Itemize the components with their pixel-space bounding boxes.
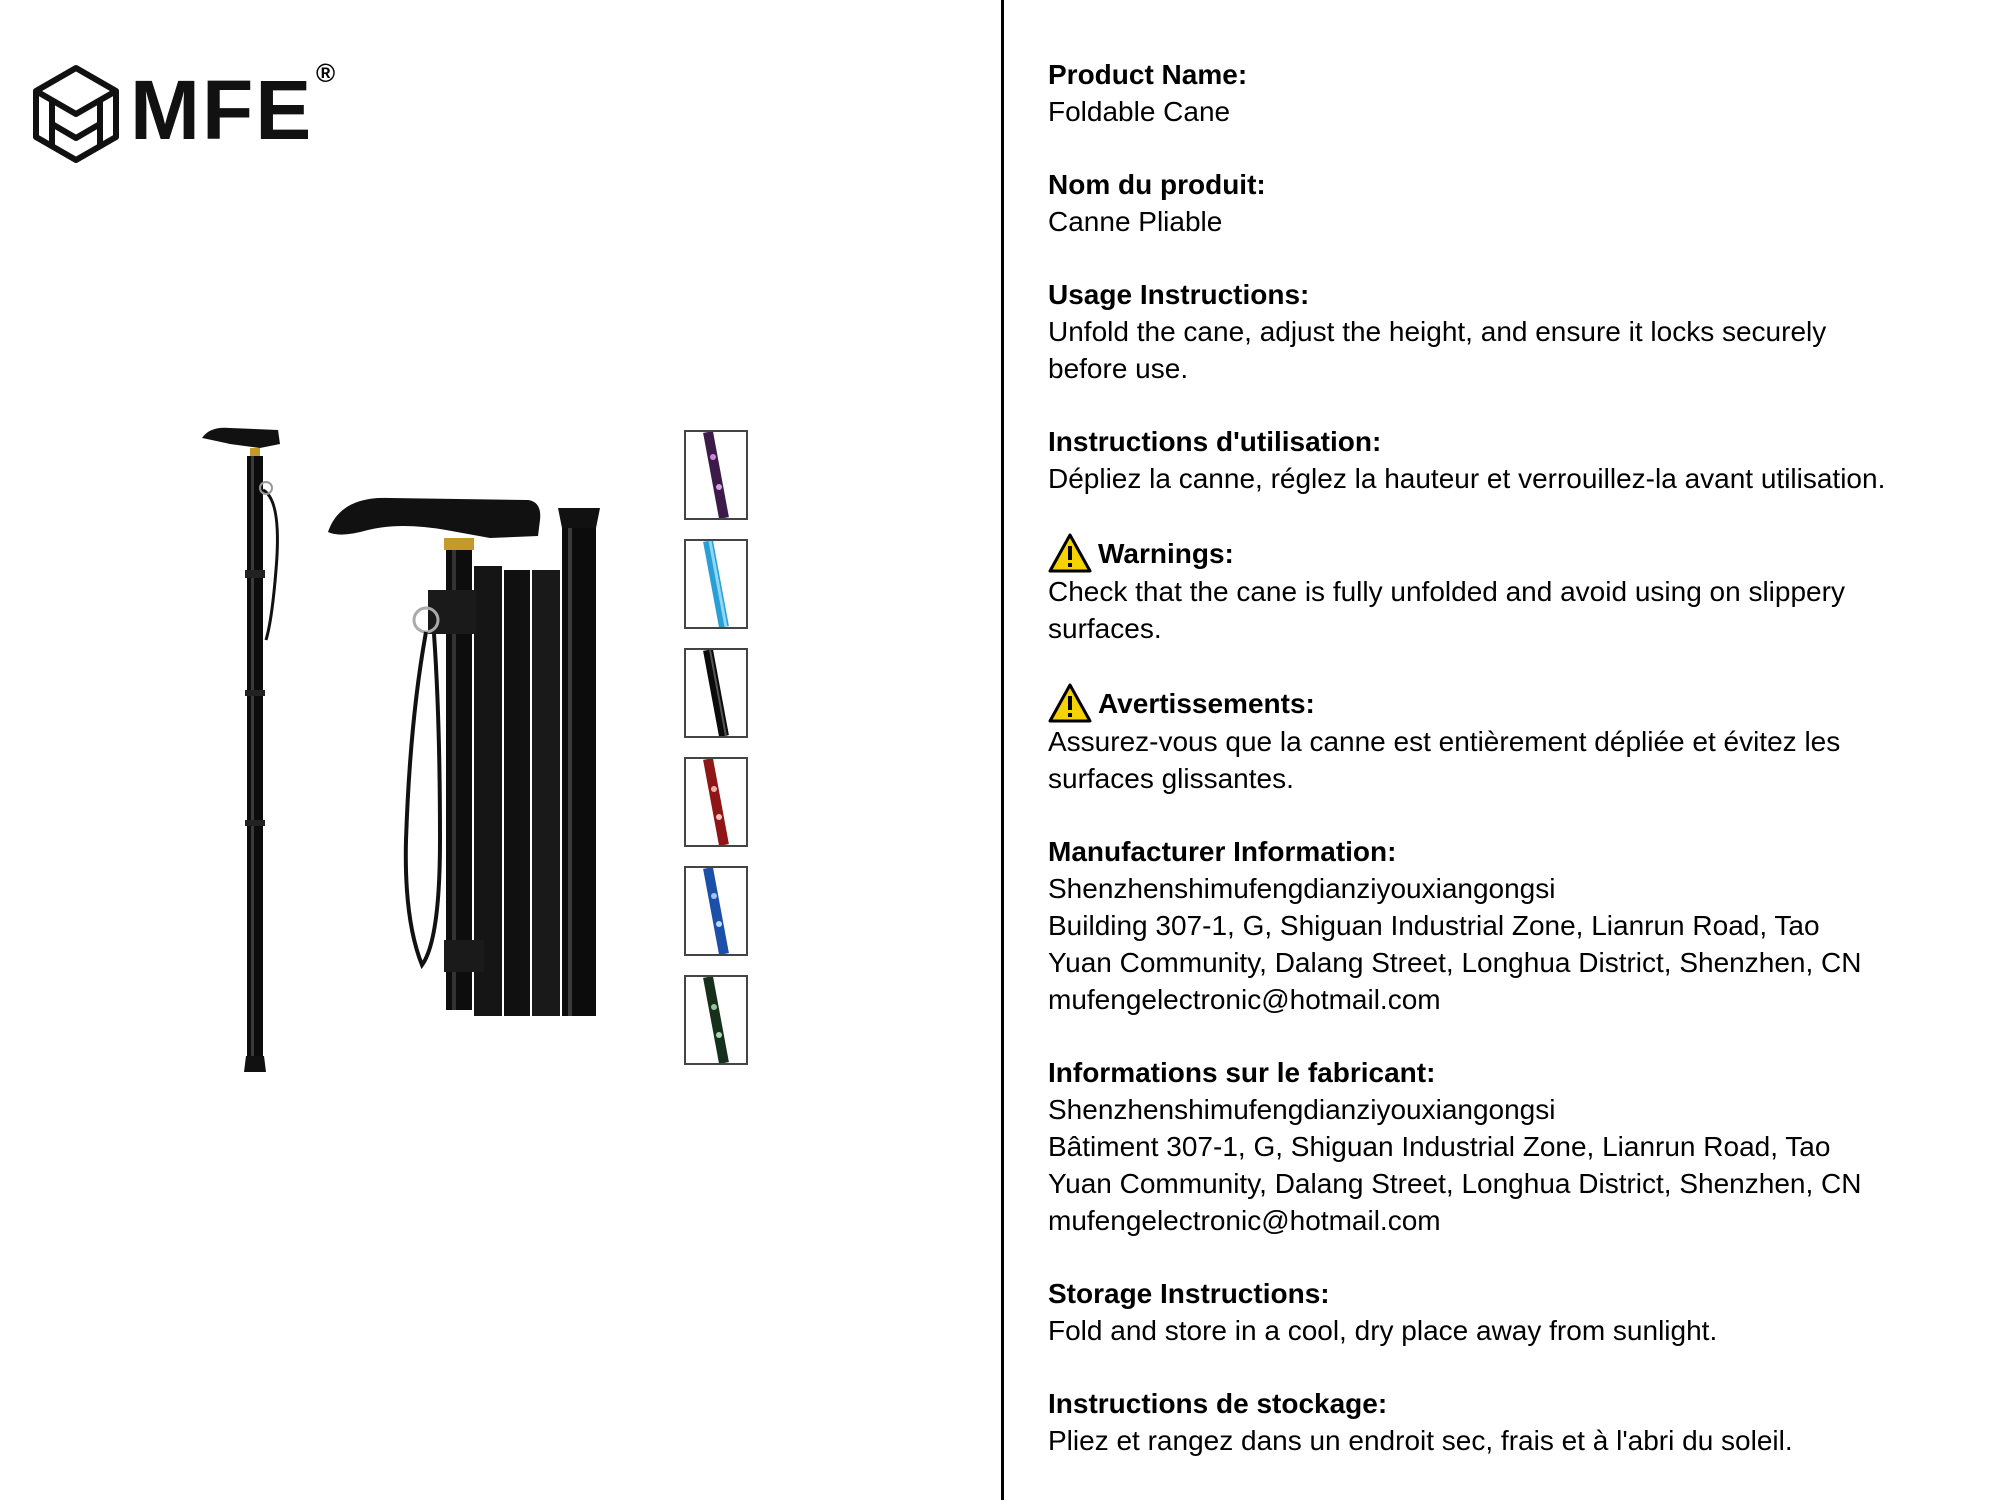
warning-icon <box>1048 533 1092 573</box>
section-text-line: Building 307-1, G, Shiguan Industrial Zone, Lianrun Road, Tao <box>1048 910 1820 941</box>
section-heading-text: Warnings: <box>1098 537 1234 569</box>
warning-icon <box>1048 683 1092 723</box>
color-swatch-purple-floral <box>684 430 748 520</box>
section-text-line: mufengelectronic@hotmail.com <box>1048 1205 1441 1236</box>
section-text-line: surfaces. <box>1048 613 1162 644</box>
section-nom-du-produit <box>1048 166 1988 240</box>
section-heading <box>1048 276 1988 313</box>
section-text-line: Foldable Cane <box>1048 96 1231 127</box>
section-text-line: Unfold the cane, adjust the height, and ensure it locks securely <box>1048 316 1827 347</box>
section-heading-text: Usage Instructions: <box>1048 279 1310 310</box>
section-heading-text: Instructions de stockage: <box>1048 1388 1388 1419</box>
section-heading <box>1048 1275 1988 1312</box>
section-heading <box>1048 683 1988 723</box>
section-product-name <box>1048 56 1988 130</box>
folded-cane <box>328 498 600 1016</box>
section-heading-text: Nom du produit: <box>1048 169 1266 200</box>
section-heading <box>1048 56 1988 93</box>
center-divider <box>1001 0 1004 1500</box>
section-warnings <box>1048 533 1988 647</box>
color-swatch-red-floral <box>684 757 748 847</box>
section-text-line: Fold and store in a cool, dry place away from sunlight. <box>1048 1315 1718 1346</box>
section-storage-instructions <box>1048 1275 1988 1349</box>
section-usage-instructions <box>1048 276 1988 387</box>
section-text-line: Shenzhenshimufengdianziyouxiangongsi <box>1048 873 1556 904</box>
section-text-line: Dépliez la canne, réglez la hauteur et verrouillez-la avant utilisation. <box>1048 463 1886 494</box>
section-text-line: before use. <box>1048 353 1189 384</box>
section-heading-text: Product Name: <box>1048 59 1248 90</box>
brand-name: MFE <box>130 63 314 157</box>
section-informations-fabricant <box>1048 1054 1988 1239</box>
section-manufacturer-information <box>1048 833 1988 1018</box>
section-text-line: mufengelectronic@hotmail.com <box>1048 984 1441 1015</box>
color-swatch-green-floral <box>684 975 748 1065</box>
section-text-line: Assurez-vous que la canne est entièrement dépliée et évitez les <box>1048 726 1841 757</box>
section-heading-text: Manufacturer Information: <box>1048 836 1397 867</box>
section-heading-text: Instructions d'utilisation: <box>1048 426 1382 457</box>
section-heading <box>1048 1054 1988 1091</box>
section-heading-text: Avertissements: <box>1098 687 1315 719</box>
section-heading <box>1048 533 1988 573</box>
color-swatch-black <box>684 648 748 738</box>
section-heading <box>1048 833 1988 870</box>
section-text-line: Shenzhenshimufengdianziyouxiangongsi <box>1048 1094 1556 1125</box>
registered-mark: ® <box>316 58 336 88</box>
section-heading-text: Storage Instructions: <box>1048 1278 1330 1309</box>
color-swatch-light-blue <box>684 539 748 629</box>
section-heading-text: Informations sur le fabricant: <box>1048 1057 1436 1088</box>
section-text-line: Bâtiment 307-1, G, Shiguan Industrial Zone, Lianrun Road, Tao <box>1048 1131 1831 1162</box>
section-text-line: Canne Pliable <box>1048 206 1223 237</box>
section-text-line: Pliez et rangez dans un endroit sec, frais et à l'abri du soleil. <box>1048 1425 1793 1456</box>
mfe-cube-logo-icon <box>30 64 122 164</box>
extended-cane <box>202 428 280 1072</box>
section-heading <box>1048 166 1988 203</box>
section-avertissements <box>1048 683 1988 797</box>
product-information <box>1048 56 1988 1495</box>
section-heading <box>1048 1385 1988 1422</box>
color-swatch-blue-floral <box>684 866 748 956</box>
foldable-cane-photo <box>190 420 770 1080</box>
section-heading <box>1048 423 1988 460</box>
section-text-line: Check that the cane is fully unfolded and avoid using on slippery <box>1048 576 1845 607</box>
section-text-line: Yuan Community, Dalang Street, Longhua District, Shenzhen, CN <box>1048 947 1862 978</box>
section-instructions-stockage <box>1048 1385 1988 1459</box>
brand-logo <box>30 58 350 168</box>
section-instructions-utilisation <box>1048 423 1988 497</box>
section-text-line: surfaces glissantes. <box>1048 763 1294 794</box>
section-text-line: Yuan Community, Dalang Street, Longhua District, Shenzhen, CN <box>1048 1168 1862 1199</box>
